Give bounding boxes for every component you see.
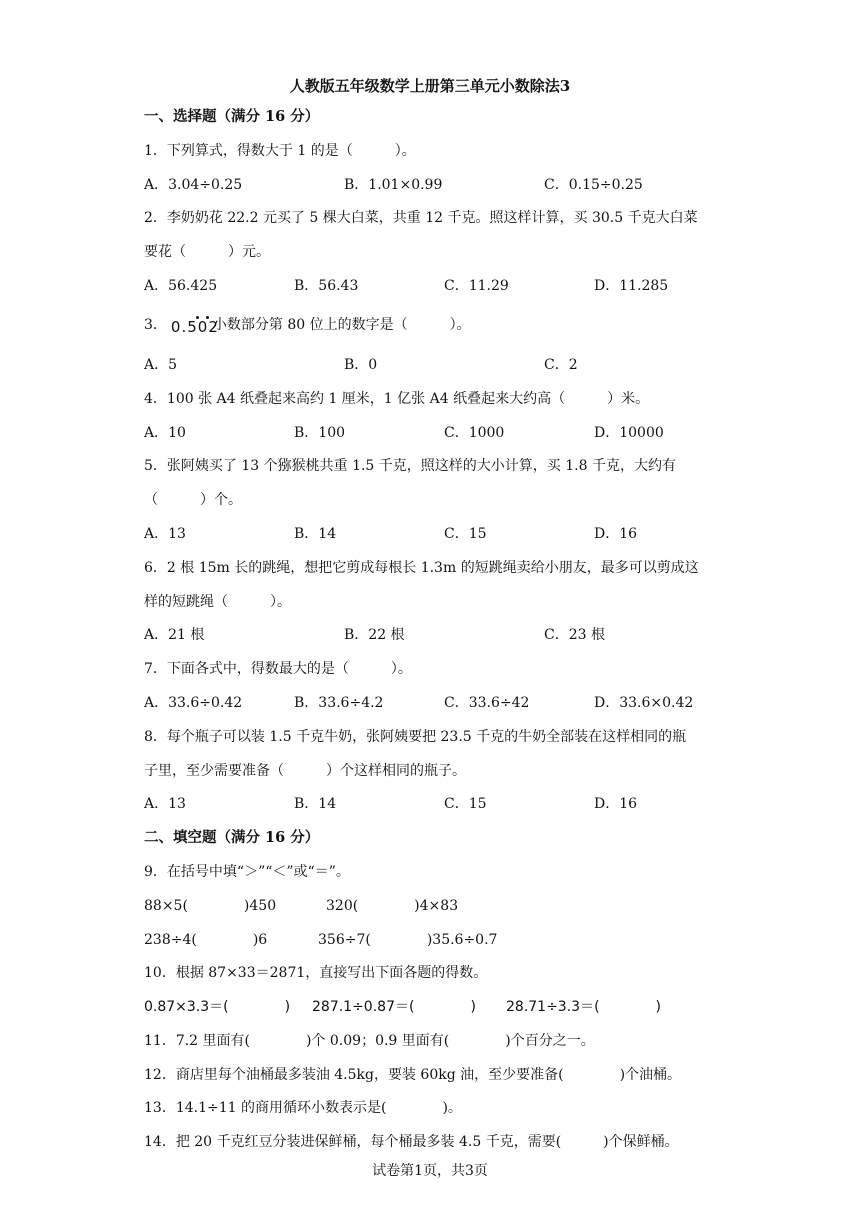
page-title: 人教版五年级数学上册第三单元小数除法3 [289,77,571,95]
question-3-text [144,316,471,334]
question-8-option-c: C．15 [444,796,487,812]
question-3-option-c: C．2 [544,357,578,373]
question-8-text-line1: 8．每个瓶子可以装 1.5 千克牛奶，张阿姨要把 23.5 千克的牛奶全部装在这样相同的瓶 [144,729,687,745]
question-3-option-b: B．0 [344,357,378,373]
question-3-suffix: 小数部分第 80 位上的数字是（ ）。 [212,317,471,333]
page-footer: 试卷第1页，共3页 [372,1163,488,1179]
question-1-option-a: A．3.04÷0.25 [144,177,243,193]
question-5-text-line2: （ ）个。 [144,492,242,508]
question-8-option-d: D．16 [594,796,638,812]
question-6-option-b: B．22 根 [344,627,405,643]
question-1-option-b: B．1.01×0.99 [344,177,443,193]
question-2-text-line2: 要花（ ）元。 [144,244,270,260]
question-4-option-c: C．1000 [444,425,505,441]
question-4-text: 4．100 张 A4 纸叠起来高约 1 厘米，1 亿张 A4 纸叠起来大约高（ ）米。 [144,391,650,407]
question-7-text: 7．下面各式中，得数最大的是（ ）。 [144,661,412,677]
section-heading-fill: 二、填空题（满分 16 分） [144,829,320,846]
question-5-option-d: D．16 [594,526,638,542]
question-12-text: 12．商店里每个油桶最多装油 4.5kg，要装 60kg 油，至少要准备( )个油桶。 [144,1067,682,1083]
question-10-text: 10．根据 87×33＝2871，直接写出下面各题的得数。 [144,965,488,981]
question-5-text-line1: 5．张阿姨买了 13 个猕猴桃共重 1.5 千克，照这样的大小计算，买 1.8 千克，大约有 [144,458,676,474]
question-9-text: 9．在括号中填“＞”“＜”或“＝”。 [144,864,350,880]
question-8-text-line2: 子里，至少需要准备（ ）个这样相同的瓶子。 [144,763,466,779]
question-5-option-a: A．13 [144,526,186,542]
question-4-option-d: D．10000 [594,425,664,441]
question-2-option-d: D．11.285 [594,278,669,294]
question-8-option-a: A．13 [144,796,186,812]
question-2-option-b: B．56.43 [294,278,359,294]
question-9-item-4: 356÷7( )35.6÷0.7 [318,932,498,948]
question-8-option-b: B．14 [294,796,337,812]
question-6-text-line2: 样的短跳绳（ ）。 [144,594,291,610]
question-11-text: 11．7.2 里面有( )个 0.09；0.9 里面有( )个百分之一。 [144,1033,595,1049]
question-6-text-line1: 6．2 根 15m 长的跳绳，想把它剪成每根长 1.3m 的短跳绳卖给小朋友，最多可以剪成这 [144,560,699,576]
question-7-option-a: A．33.6÷0.42 [144,695,243,711]
section-heading-choice: 一、选择题（满分 16 分） [144,108,320,125]
question-10-item-1: 0.87×3.3＝( ) [144,999,291,1015]
question-3-option-a: A．5 [144,357,178,373]
question-10-item-2: 287.1÷0.87＝( ) [312,999,476,1015]
repeating-decimal-value: 0.502 [170,318,219,336]
question-14-text: 14．把 20 千克红豆分装进保鲜桶，每个桶最多装 4.5 千克，需要( )个保鲜桶。 [144,1134,679,1150]
question-2-text-line1: 2．李奶奶花 22.2 元买了 5 棵大白菜，共重 12 千克。照这样计算，买 30.5 千克大白菜 [144,210,698,226]
question-4-option-a: A．10 [144,425,186,441]
question-2-option-c: C．11.29 [444,278,509,294]
question-5-option-b: B．14 [294,526,337,542]
question-3-number: 3． [144,317,167,333]
question-5-option-c: C．15 [444,526,487,542]
question-1-option-c: C．0.15÷0.25 [544,177,643,193]
question-2-option-a: A．56.425 [144,278,218,294]
question-9-item-3: 238÷4( )6 [144,932,268,948]
question-9-item-1: 88×5( )450 [144,898,277,914]
question-4-option-b: B．100 [294,425,346,441]
question-1-text: 1．下列算式，得数大于 1 的是（ ）。 [144,143,416,159]
question-7-option-b: B．33.6÷4.2 [294,695,384,711]
question-7-option-c: C．33.6÷42 [444,695,530,711]
question-10-item-3: 28.71÷3.3＝( ) [506,999,661,1015]
question-6-option-c: C．23 根 [544,627,605,643]
question-13-text: 13．14.1÷11 的商用循环小数表示是( )。 [144,1100,462,1116]
repeating-decimal-image [167,316,219,336]
question-9-item-2: 320( )4×83 [326,898,459,914]
question-6-option-a: A．21 根 [144,627,205,643]
question-7-option-d: D．33.6×0.42 [594,695,694,711]
